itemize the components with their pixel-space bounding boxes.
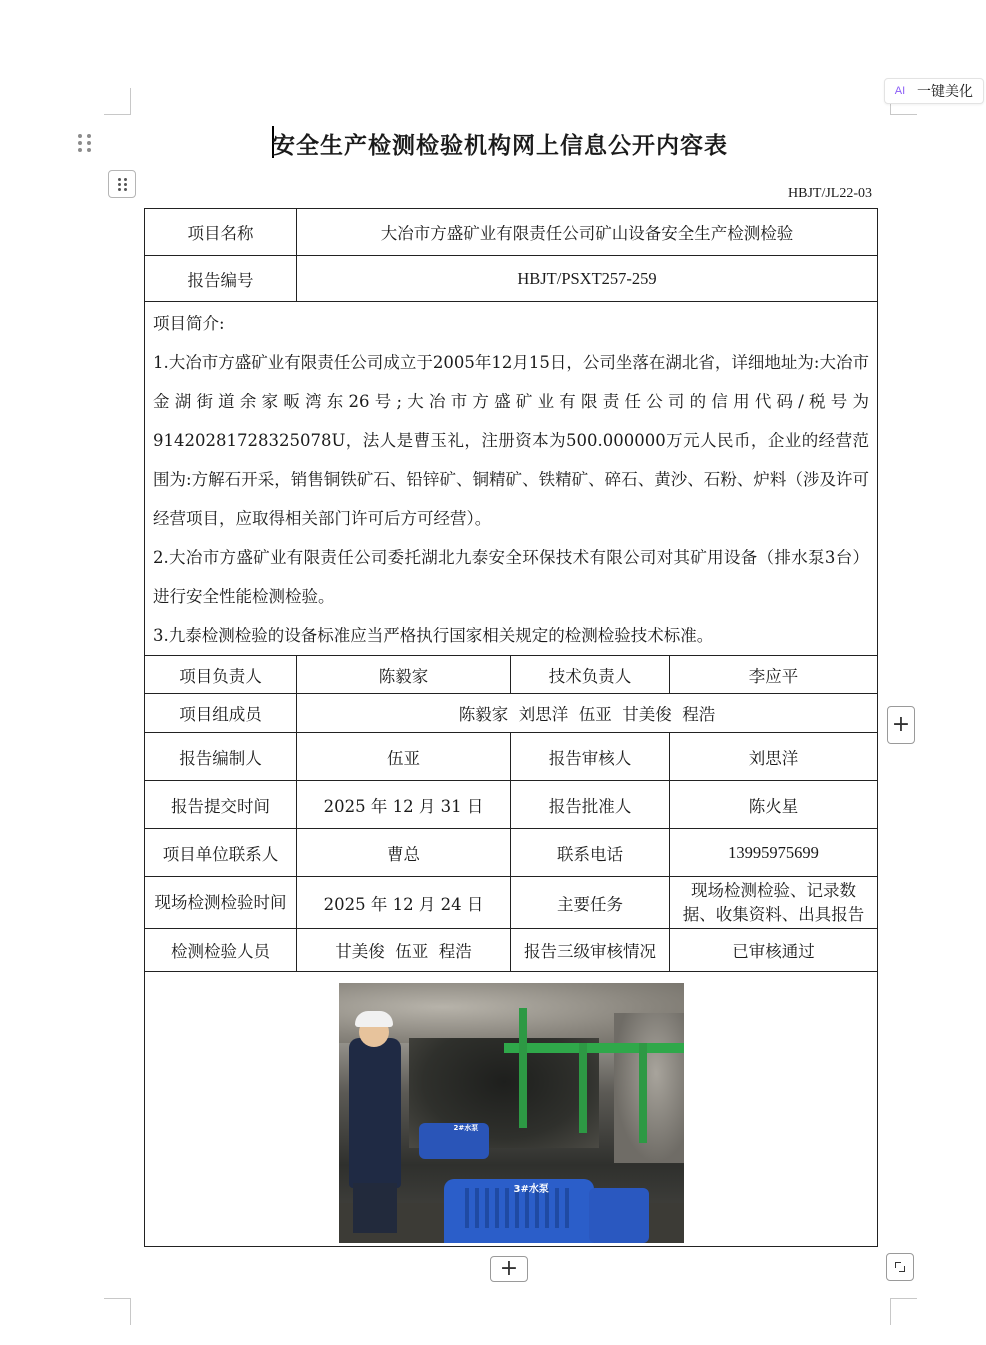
photo-cell[interactable]: [145, 972, 878, 1247]
project-leader-value[interactable]: 陈毅家: [297, 656, 511, 694]
compiler-label[interactable]: 报告编制人: [145, 733, 297, 781]
members-value[interactable]: 陈毅家 刘思洋 伍亚 甘美俊 程浩: [297, 694, 878, 733]
inspection-photo[interactable]: [339, 983, 684, 1243]
compiler-value[interactable]: 伍亚: [297, 733, 511, 781]
photo-pipe: [504, 1043, 684, 1053]
tech-leader-value[interactable]: 李应平: [670, 656, 878, 694]
photo-worker-helmet: [355, 1011, 393, 1027]
paragraph-drag-handle-icon[interactable]: [78, 133, 92, 153]
drag-dots-icon: [118, 178, 127, 191]
report-no-label[interactable]: 报告编号: [145, 256, 297, 302]
pump-3-label: 3#水泵: [513, 1184, 549, 1195]
onsite-time-value[interactable]: 2025 年 12 月 24 日: [297, 877, 511, 929]
photo-rock-wall: [614, 1013, 684, 1163]
project-leader-label[interactable]: 项目负责人: [145, 656, 297, 694]
table-move-handle[interactable]: [108, 170, 136, 198]
inspectors-label[interactable]: 检测检验人员: [145, 929, 297, 972]
phone-label[interactable]: 联系电话: [511, 829, 670, 877]
report-no-value[interactable]: HBJT/PSXT257-259: [297, 256, 878, 302]
review-status-value[interactable]: 已审核通过: [670, 929, 878, 972]
page-corner-mark-bottom-right: [890, 1298, 917, 1325]
page-corner-mark-bottom-left: [104, 1298, 131, 1325]
contact-value[interactable]: 曹总: [297, 829, 511, 877]
plus-icon: +: [499, 1256, 519, 1281]
contact-label[interactable]: 项目单位联系人: [145, 829, 297, 877]
photo-pipe: [639, 1043, 647, 1143]
plus-icon: +: [891, 712, 911, 737]
photo-pipe: [519, 1008, 527, 1128]
page-title[interactable]: 安全生产检测检验机构网上信息公开内容表: [272, 133, 728, 159]
intro-paragraph-3: 3.九泰检测检验的设备标准应当严格执行国家相关规定的检测检验技术标准。: [153, 626, 714, 645]
inspectors-value[interactable]: 甘美俊 伍亚 程浩: [297, 929, 511, 972]
approver-label[interactable]: 报告批准人: [511, 781, 670, 829]
task-value[interactable]: 现场检测检验、记录数据、收集资料、出具报告: [670, 877, 878, 929]
reviewer-label[interactable]: 报告审核人: [511, 733, 670, 781]
photo-pump-coupling: [589, 1188, 649, 1243]
intro-heading: 项目简介:: [153, 314, 225, 333]
add-column-button[interactable]: [887, 706, 915, 744]
approver-value[interactable]: 陈火星: [670, 781, 878, 829]
document-code[interactable]: HBJT/JL22-03: [788, 186, 872, 201]
task-label[interactable]: 主要任务: [511, 877, 670, 929]
submit-time-label[interactable]: 报告提交时间: [145, 781, 297, 829]
photo-worker: [349, 1038, 401, 1188]
beautify-label: 一键美化: [917, 84, 973, 100]
project-intro-cell[interactable]: [145, 302, 878, 656]
resize-icon: [895, 1262, 905, 1272]
table-resize-button[interactable]: [886, 1253, 914, 1281]
review-status-label[interactable]: 报告三级审核情况: [511, 929, 670, 972]
add-row-button[interactable]: [490, 1256, 528, 1282]
intro-paragraph-1: 1.大冶市方盛矿业有限责任公司成立于2005年12月15日，公司坐落在湖北省，详细地址为:大冶市金湖街道余家畈湾东26号;大冶市方盛矿业有限责任公司的信用代码/税号为91420281728325078U，法人是曹玉礼，注册资本为500.000000万元人民币，企业的经营范围为:方解石开采，销售铜铁矿石、铅锌矿、铜精矿、铁精矿、碎石、黄沙、石粉、炉料（涉及许可经营项目，应取得相关部门许可后方可经营）。: [153, 353, 870, 528]
page-corner-mark-top-left: [104, 88, 131, 115]
members-label[interactable]: 项目组成员: [145, 694, 297, 733]
photo-pipe: [579, 1043, 587, 1133]
reviewer-value[interactable]: 刘思洋: [670, 733, 878, 781]
ai-beautify-button[interactable]: [884, 78, 984, 104]
tech-leader-label[interactable]: 技术负责人: [511, 656, 670, 694]
onsite-time-label[interactable]: 现场检测检验时间: [145, 877, 297, 929]
intro-paragraph-2: 2.大冶市方盛矿业有限责任公司委托湖北九泰安全环保技术有限公司对其矿用设备（排水泵3台）进行安全性能检测检验。: [153, 548, 870, 606]
phone-value[interactable]: 13995975699: [670, 829, 878, 877]
project-name-label[interactable]: 项目名称: [145, 209, 297, 256]
info-table: [144, 208, 878, 1247]
ai-icon: AI: [894, 85, 906, 97]
submit-time-value[interactable]: 2025 年 12 月 31 日: [297, 781, 511, 829]
pump-2-label: 2#水泵: [453, 1124, 479, 1132]
project-name-value[interactable]: 大冶市方盛矿业有限责任公司矿山设备安全生产检测检验: [297, 209, 878, 256]
photo-worker-legs: [353, 1183, 397, 1233]
